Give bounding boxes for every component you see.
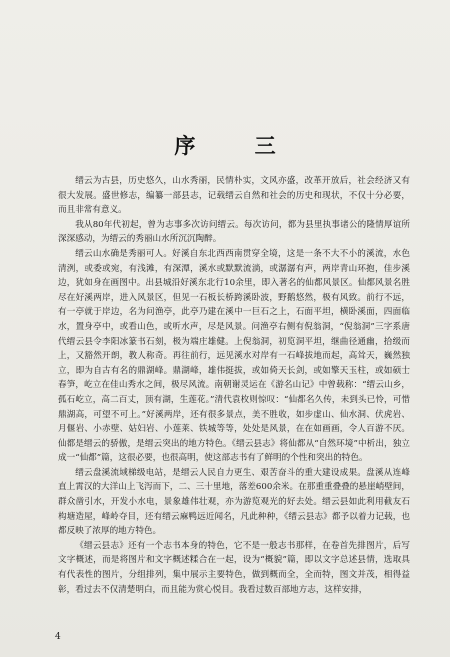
paragraph: 我从80年代初起，曾为志事多次访问缙云。每次访问，都为县里执事诸公的隆情厚谊所深深感动，为缙云的秀丽山水所沉沉陶醉。 <box>58 219 410 245</box>
paragraph: 缙云山水确是秀丽可人。好溪自东北西西南贯穿全境，这是一条不大不小的溪流，水色清洌，或委或宛，有浅滩，有深潭，溪水或默默流淌，或潺潺有声，两岸青山环抱，佳步溪边，犹如身在画图中。出县城沿好溪东北行10余里，即入著名的仙都风景区。仙都风景名胜尽在好溪两岸，进入风景区，但见一石板长桥跨溪卧波，野鹅悠然，极有风致。前行不远，有一亭就于岸边，名为问渔亭，此亭乃建在溪中一巨石之上，石面平坦，横卧溪面，四面临水，置身亭中，或看山色，或听水声，尽是风景。问渔亭右侧有倪翁洞，“倪翁洞”三字系唐代缙云县令李阳冰篆书石刻，极为端庄雄健。上倪翁洞，初览洞平坦，继曲径通幽，拾级而上，又豁然开朗，教人称奇。再往前行，远见溪水对岸有一石峰拔地而起，高耸天，巍然独立，即为自古有名的鼎湖峰。鼎湖峰，雄伟挺拔，或如倚天长剑，或如擎天玉柱，或如硕士春笋，屹立在佳山秀水之间，极尽风流。南朝谢灵运在《游名山记》中曾载称：“缙云山乡，孤石屹立，高二百丈，顶有湖，生莲花。”清代袁枚则惊叹：“仙都名久传，未到头已怜，可惜鼎湖高，可望不可上。”好溪两岸，还有很多景点，美不胜收，如步虚山、仙水洞、伏虎岩、月偃岩、小赤壁、姑妇岩、小莲莱、铁城等等，处处是风景，在在如画画，令人百游不厌。仙都是缙云的骄傲，是缙云突出的地方特色。《缙云县志》将仙都从“自然环境”中析出，独立成一“仙都”篇，这很必要，也很高明，使这部志书有了鲜明的个性和突出的特色。 <box>58 248 410 464</box>
paragraph: 缙云盘溪流域梯级电站，是缙云人民自力更生、艰苦奋斗的重大建设成果。盘溪从连峰直上霄汉的大洋山上飞泻而下，二、三十里地，落差600余米。在那重重叠叠的悬崖峭壁间，群众凿引水，开发小水电，景象雄伟壮观，亦为游览观光的好去处。缙云县如此利用截友石构塘造屋，峰岭夺目，还有缙云麻鸭远近闻名，凡此种种，《缙云县志》都予以着力记载，也都反映了浓厚的地方特色。 <box>58 467 410 537</box>
paragraph: 《缙云县志》还有一个志书本身的特色，它不是一般志书那样，在卷首先排图片，后写文字概述，而是将图片和文字概述糅合在一起，设为“概貌”篇，即以文字总述县情，选取具有代表性的图片，分组排列，集中展示主要特色，做到概而全，全而特，图文并茂，相得益彰，看过去不仅清楚明白，而且能为赏心悦目。我看过数百部地方志，这样安排， <box>58 540 410 595</box>
page-number: 4 <box>55 632 61 642</box>
preface-body <box>58 174 410 597</box>
paragraph: 缙云为古县，历史悠久，山水秀丽，民情朴实，文风亦盛，改革开放后，社会经济又有很大发展。盛世修志，编纂一部县志，记载缙云自然和社会的历史和现状，不仅十分必要，而且非常有意义。 <box>58 176 410 216</box>
page-title: 序 三 <box>174 133 302 158</box>
